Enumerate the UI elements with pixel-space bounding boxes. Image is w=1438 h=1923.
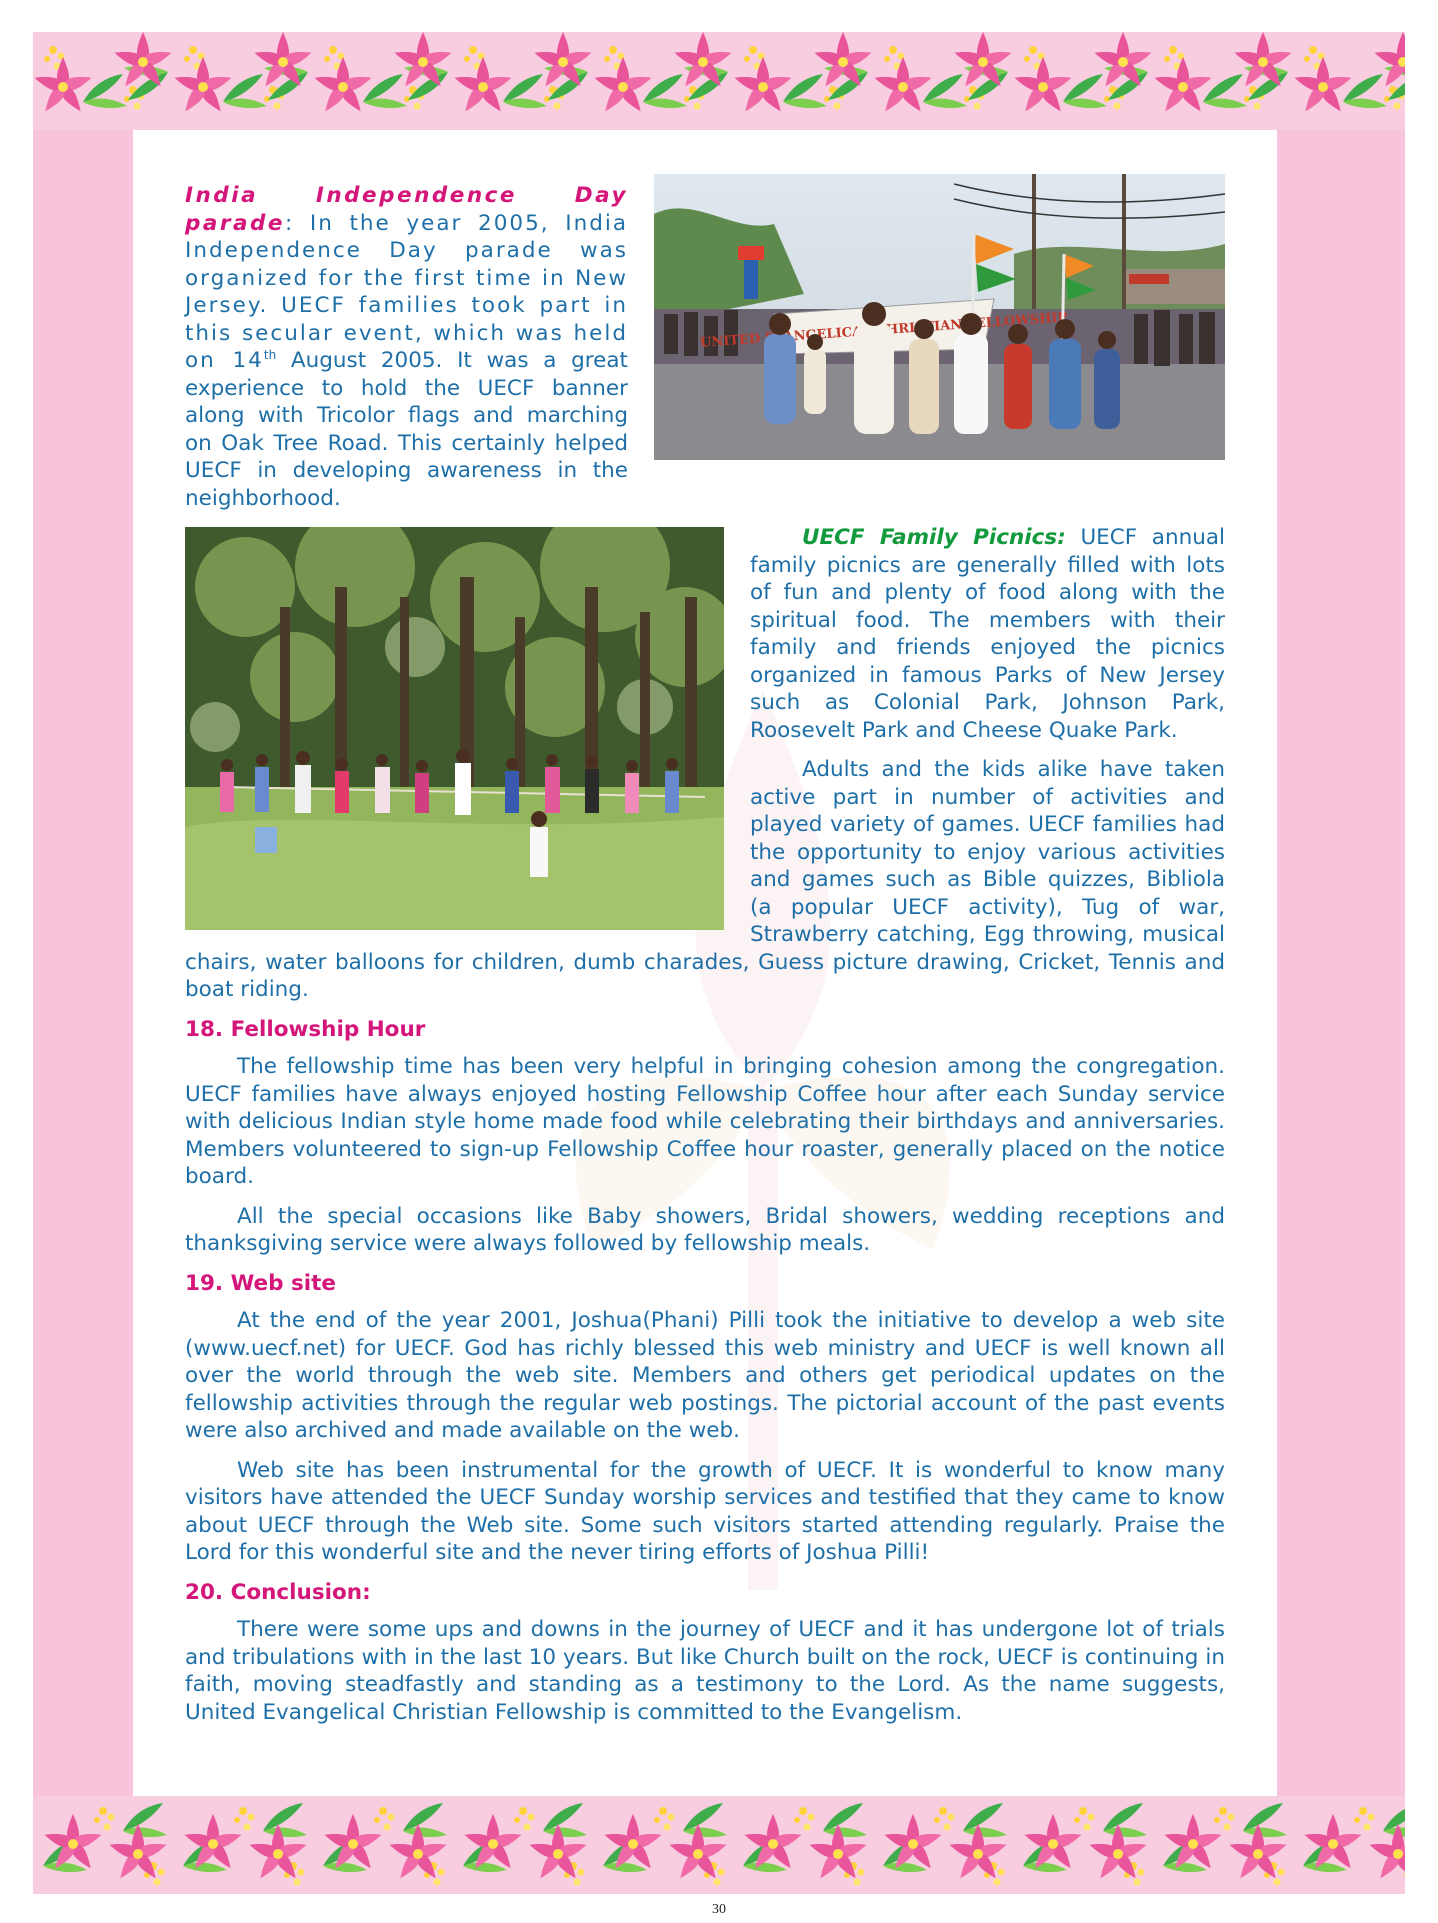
fellowship-paragraph-1: The fellowship time has been very helpful in bringing cohesion among the congregation. UECF families have always enjoyed hosting Fellowship Coffee hour after each Sunday service with delicious Indian style home made food while celebrating their birthdays and anniversaries. Members volunteered to sign-up Fellowship Coffee hour roaster, generally placed on the notice board. bbox=[185, 1054, 1225, 1189]
article-body bbox=[185, 182, 1225, 1738]
website-paragraph-1: At the end of the year 2001, Joshua(Phani) Pilli took the initiative to develop a web site (www.uecf.net) for UECF. God has richly blessed this web ministry and UECF is well known all over the world through the web site. Members and others get periodical updates on the fellowship activities through the regular web postings. The pictorial account of the past events were also archived and made available on the web. bbox=[185, 1308, 1225, 1443]
fellowship-paragraph-2: All the special occasions like Baby showers, Bridal showers, wedding receptions and thanksgiving service were always followed by fellowship meals. bbox=[185, 1203, 1225, 1256]
parade-photo bbox=[654, 174, 1225, 460]
parade-heading: India Independence Day parade bbox=[185, 183, 628, 236]
parade-text: : In the year 2005, India Independence Day parade was organized for the first time in New Jersey. UECF families took part in this secular event, which was held on 14 bbox=[185, 210, 628, 373]
picnics-paragraph-2: Adults and the kids alike have taken active part in number of activities and played variety of games. UECF families had the opportunity to enjoy various activities and games such as Bible quizzes, Bibliola (a popular UECF activity), Tug of war, Strawberry catching, Egg throwing, musical chairs, water balloons for children, dumb charades, Guess picture drawing, Cricket, Tennis and boat riding. bbox=[185, 757, 1225, 1002]
parade-banner-text: UNITED FELLOWSHIP bbox=[699, 310, 1068, 351]
fellowship-heading: 18. Fellowship Hour bbox=[185, 1016, 426, 1042]
page-number: 30 bbox=[712, 1902, 726, 1917]
floral-border-bottom bbox=[33, 1796, 1405, 1894]
content-page bbox=[133, 130, 1277, 1796]
parade-text-2: August 2005. It was a great experience to hold the UECF banner along with Tricolor flags and marching on Oak Tree Road. This certainly helped UECF in developing awareness in the neighborhood. bbox=[185, 348, 628, 511]
parade-sup: th bbox=[263, 347, 277, 362]
picnics-heading: UECF Family Picnics: bbox=[802, 525, 1066, 550]
picnic-photo bbox=[185, 527, 724, 930]
conclusion-paragraph: There were some ups and downs in the journey of UECF and it has undergone lot of trials and tribulations with in the last 10 years. But like Church built on the rock, UECF is continuing in faith, moving steadfastly and standing as a testimony to the Lord. As the name suggests, United Evangelical Christian Fellowship is committed to the Evangelism. bbox=[185, 1617, 1225, 1725]
website-heading: 19. Web site bbox=[185, 1270, 337, 1296]
floral-border-top bbox=[33, 32, 1405, 130]
picnics-text-1: UECF annual family picnics are generally filled with lots of fun and plenty of food along with the spiritual food. The members with their family and friends enjoyed the picnics organized in famous Parks of New Jersey such as Colonial Park, Johnson Park, Roosevelt Park and Cheese Quake Park. bbox=[750, 525, 1226, 743]
website-paragraph-2: Web site has been instrumental for the growth of UECF. It is wonderful to know many visitors have attended the UECF Sunday worship services and testified that they came to know about UECF through the Web site. Some such visitors started attending regularly. Praise the Lord for this wonderful site and the never tiring efforts of Joshua Pilli! bbox=[185, 1457, 1225, 1565]
conclusion-heading: 20. Conclusion: bbox=[185, 1579, 371, 1605]
